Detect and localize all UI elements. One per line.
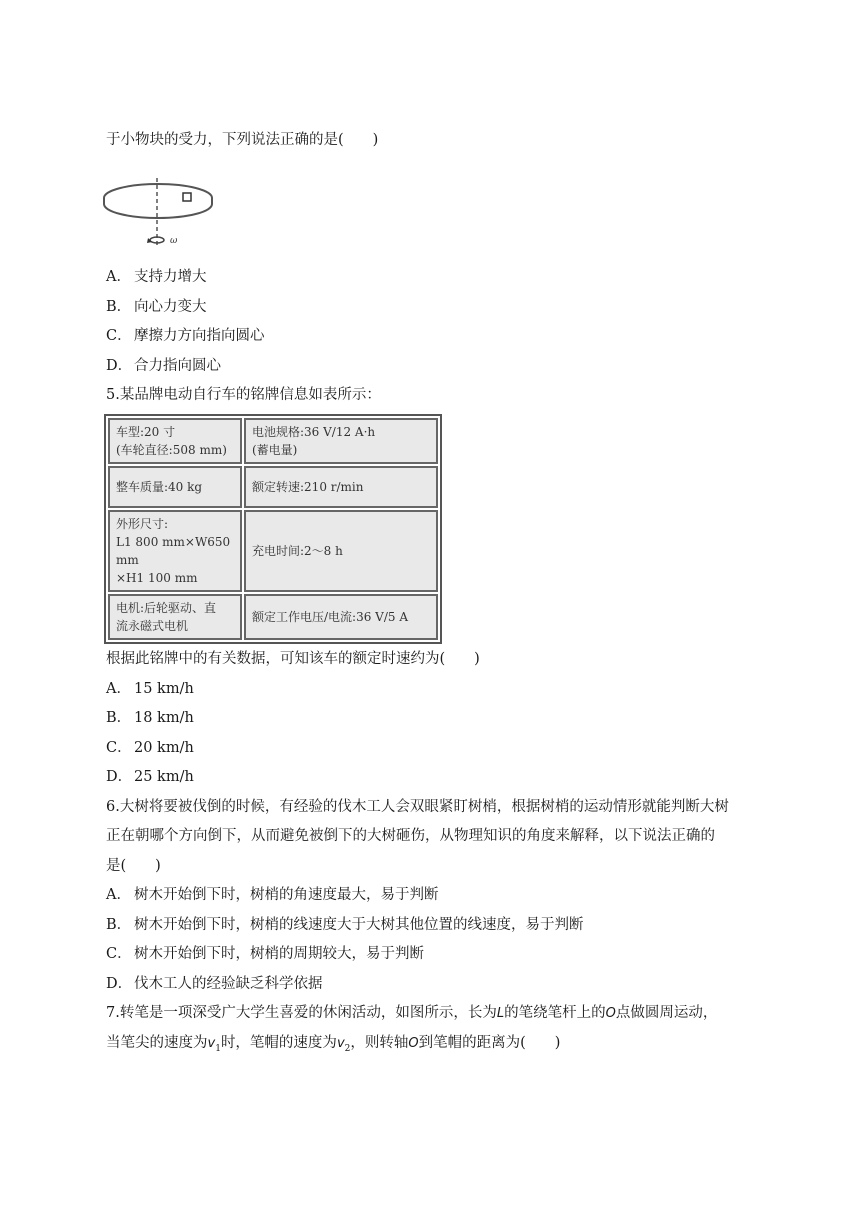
- table-row: [108, 510, 438, 592]
- q4-option-d: D． 合力指向圆心: [106, 358, 221, 374]
- q6-stem-line-2: 正在朝哪个方向倒下，从而避免被倒下的大树砸伤，从物理知识的角度来解释，以下说法正确的: [106, 828, 715, 844]
- var-v2: v: [336, 1036, 345, 1051]
- var-O: O: [605, 1006, 616, 1021]
- q6-stem-line-1: 6.大树将要被伐倒的时候，有经验的伐木工人会双眼紧盯树梢，根据树梢的运动情形就能判断大树: [106, 799, 729, 815]
- var-L: L: [496, 1006, 505, 1021]
- q5-option-d: D． 25 km/h: [106, 769, 194, 785]
- table-row: [108, 418, 438, 464]
- q7-stem-line-1: 7.转笔是一项深受广大学生喜爱的休闲活动，如图所示，长为L的笔绕笔杆上的O点做圆周运动，: [106, 1005, 718, 1021]
- q4-option-a: A． 支持力增大: [106, 269, 207, 285]
- q6-option-a: A． 树木开始倒下时，树梢的角速度最大，易于判断: [106, 887, 439, 903]
- table-cell: 电池规格:36 V/12 A·h (蓄电量): [244, 418, 438, 464]
- table-row: [108, 466, 438, 508]
- table-row: [108, 594, 438, 640]
- nameplate-table: [104, 414, 442, 644]
- table-cell: 充电时间:2～8 h: [244, 510, 438, 592]
- q5-stem: 5.某品牌电动自行车的铭牌信息如表所示：: [106, 387, 381, 403]
- q4-option-c: C． 摩擦力方向指向圆心: [106, 328, 265, 344]
- omega-label: ω: [170, 236, 178, 246]
- q6-option-d: D． 伐木工人的经验缺乏科学依据: [106, 976, 323, 992]
- q5-question: 根据此铭牌中的有关数据，可知该车的额定时速约为( ): [106, 651, 480, 667]
- table-cell: 电机:后轮驱动、直 流永磁式电机: [108, 594, 242, 640]
- q6-stem-line-3: 是( ): [106, 858, 161, 874]
- table-cell: 额定工作电压/电流:36 V/5 A: [244, 594, 438, 640]
- q6-option-b: B． 树木开始倒下时，树梢的线速度大于大树其他位置的线速度，易于判断: [106, 917, 584, 933]
- q6-option-c: C． 树木开始倒下时，树梢的周期较大，易于判断: [106, 946, 424, 962]
- var-v1: v: [207, 1036, 216, 1051]
- q5-option-a: A． 15 km/h: [106, 681, 194, 697]
- table-cell: 车型:20 寸 (车轮直径:508 mm): [108, 418, 242, 464]
- var-O: O: [408, 1036, 419, 1051]
- block-icon: [183, 193, 191, 201]
- q5-option-c: C． 20 km/h: [106, 740, 194, 756]
- table-cell: 额定转速:210 r/min: [244, 466, 438, 508]
- rotating-disk-figure: [100, 176, 220, 260]
- table-cell: 外形尺寸: L1 800 mm×W650 mm ×H1 100 mm: [108, 510, 242, 592]
- q7-stem-line-2: 当笔尖的速度为$v_1$时，笔帽的速度为$v_2$，则转轴O到笔帽的距离为( ): [106, 1035, 561, 1054]
- q4-stem: 于小物块的受力，下列说法正确的是( ): [106, 132, 379, 148]
- table-cell: 整车质量:40 kg: [108, 466, 242, 508]
- q5-option-b: B． 18 km/h: [106, 710, 194, 726]
- q4-option-b: B． 向心力变大: [106, 299, 207, 315]
